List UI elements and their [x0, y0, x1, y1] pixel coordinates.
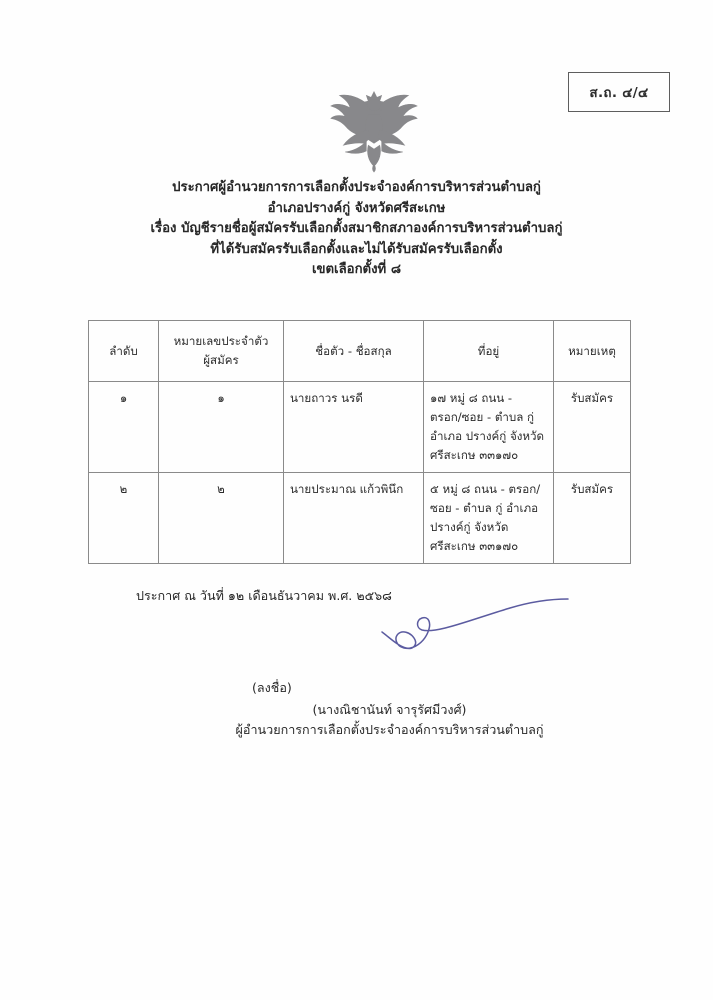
table-header-row	[89, 321, 631, 382]
document-heading	[0, 178, 713, 281]
garuda-emblem	[326, 82, 422, 174]
column-header-candidate-number	[159, 321, 284, 382]
heading-line-3: เรื่อง บัญชีรายชื่อผู้สมัครรับเลือกตั้งสมาชิกสภาองค์การบริหารส่วนตำบลกู่	[150, 221, 563, 236]
cell-note: รับสมัคร	[554, 382, 631, 473]
signer-title: ผู้อำนวยการการเลือกตั้งประจำองค์การบริหารส่วนตำบลกู่	[235, 722, 544, 737]
signer-name: (นางณิชานันท์ จารุรัศมีวงศ์)	[312, 702, 467, 717]
handwritten-signature	[380, 598, 580, 678]
table-row	[89, 473, 631, 564]
cell-order: ๑	[89, 382, 159, 473]
cell-candidate-number: ๒	[159, 473, 284, 564]
cell-address: ๑๗ หมู่ ๘ ถนน - ตรอก/ซอย - ตำบล กู่ อำเภอ ปรางค์กู่ จังหวัด ศรีสะเกษ ๓๓๑๗๐	[424, 382, 554, 473]
cell-name: นายประมาณ แก้วพินึก	[284, 473, 424, 564]
cell-name: นายถาวร นรดี	[284, 382, 424, 473]
cell-candidate-number: ๑	[159, 382, 284, 473]
form-code-box: ส.ถ. ๔/๔	[568, 72, 670, 112]
signature-label: (ลงชื่อ)	[252, 680, 292, 695]
heading-line-1: ประกาศผู้อำนวยการการเลือกตั้งประจำองค์การบริหารส่วนตำบลกู่	[172, 180, 541, 195]
cell-order: ๒	[89, 473, 159, 564]
table-row	[89, 382, 631, 473]
heading-line-2: อำเภอปรางค์กู่ จังหวัดศรีสะเกษ	[267, 200, 446, 216]
column-header-candidate-number-line1: หมายเลขประจำตัว	[173, 334, 269, 348]
heading-line-5: เขตเลือกตั้งที่ ๘	[311, 262, 402, 277]
heading-line-4: ที่ได้รับสมัครรับเลือกตั้งและไม่ได้รับสมัครรับเลือกตั้ง	[210, 241, 503, 257]
candidate-roster-table	[88, 320, 630, 564]
cell-address: ๕ หมู่ ๘ ถนน - ตรอก/ซอย - ตำบล กู่ อำเภอ ปรางค์กู่ จังหวัด ศรีสะเกษ ๓๓๑๗๐	[424, 473, 554, 564]
column-header-name: ชื่อตัว - ชื่อสกุล	[284, 321, 424, 382]
column-header-note: หมายเหตุ	[554, 321, 631, 382]
column-header-order: ลำดับ	[89, 321, 159, 382]
column-header-candidate-number-line2: ผู้สมัคร	[203, 353, 239, 367]
column-header-address: ที่อยู่	[424, 321, 554, 382]
cell-note: รับสมัคร	[554, 473, 631, 564]
announcement-date: ประกาศ ณ วันที่ ๑๒ เดือนธันวาคม พ.ศ. ๒๕๖๘	[136, 588, 392, 603]
